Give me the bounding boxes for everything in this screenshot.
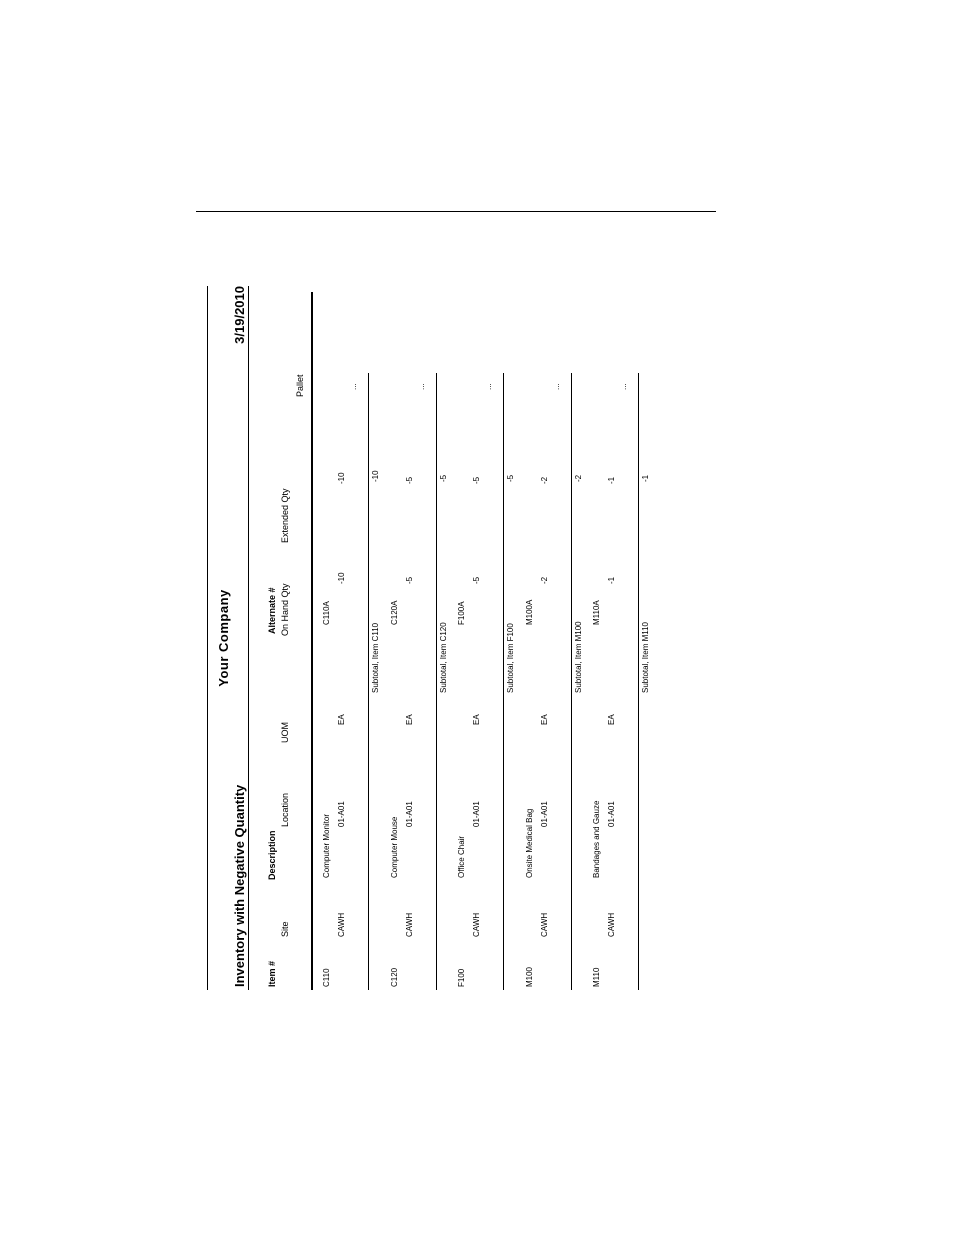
extended-value: -2: [539, 476, 549, 484]
header-bottom-rule: [248, 286, 249, 990]
col-item: Item #: [267, 960, 277, 987]
subtotal-rule: [436, 373, 437, 990]
location-value: 01-A01: [404, 801, 414, 827]
uom-value: EA: [607, 714, 616, 725]
alternate-number: C110A: [322, 601, 331, 625]
extended-value: -5: [404, 476, 414, 484]
subtotal-label: Subtotal, Item F100: [506, 623, 515, 693]
pallet-value: ...: [416, 383, 426, 390]
uom-value: EA: [404, 714, 414, 725]
subtotal-label: Subtotal, Item C120: [438, 622, 448, 693]
col-description: Description: [267, 830, 277, 880]
col-on-hand: On Hand Qty: [280, 583, 290, 636]
item-description: Onsite Medical Bag: [524, 808, 534, 878]
subtotal-label: Subtotal, Item M110: [641, 622, 650, 693]
extended-value: -10: [337, 472, 346, 484]
location-value: 01-A01: [337, 801, 346, 827]
alternate-number: M100A: [524, 599, 534, 625]
alternate-number: M110A: [592, 600, 601, 625]
col-site: Site: [280, 921, 290, 937]
subtotal-label: Subtotal, Item C110: [371, 622, 380, 693]
item-description: Computer Mouse: [389, 816, 399, 878]
uom-value: EA: [539, 714, 549, 725]
subtotal-rule: [571, 373, 572, 990]
on-hand-value: -2: [539, 576, 549, 584]
column-header-rule: [311, 292, 313, 990]
alternate-number: C120A: [389, 600, 399, 625]
item-number: F100: [457, 968, 466, 987]
subtotal-label: Subtotal, Item M100: [573, 621, 583, 693]
uom-value: EA: [472, 714, 481, 725]
report-date: 3/19/2010: [232, 286, 247, 344]
site-value: CAWH: [337, 912, 346, 937]
subtotal-value: -1: [641, 474, 650, 482]
page-top-rule: [196, 211, 716, 212]
col-alternate: Alternate #: [267, 587, 277, 634]
subtotal-value: -2: [573, 474, 583, 482]
subtotal-value: -5: [506, 474, 515, 482]
site-value: CAWH: [404, 912, 414, 937]
col-uom: UOM: [280, 722, 290, 743]
item-description: Office Chair: [457, 835, 466, 878]
extended-value: -1: [607, 476, 616, 484]
report-title: Inventory with Negative Quantity: [232, 784, 247, 987]
item-description: Computer Monitor: [322, 813, 331, 878]
alternate-number: F100A: [457, 601, 466, 625]
on-hand-value: -5: [472, 576, 481, 584]
col-pallet: Pallet: [295, 374, 305, 397]
pallet-value: ...: [619, 383, 628, 390]
site-value: CAWH: [539, 912, 549, 937]
extended-value: -5: [472, 476, 481, 484]
on-hand-value: -1: [607, 576, 616, 584]
on-hand-value: -5: [404, 576, 414, 584]
pallet-value: ...: [551, 383, 561, 390]
subtotal-rule: [503, 373, 504, 990]
pallet-value: ...: [484, 383, 493, 390]
header-rule: [207, 286, 208, 990]
item-number: M110: [592, 967, 601, 987]
item-description: Bandages and Gauze: [592, 800, 601, 878]
location-value: 01-A01: [472, 801, 481, 827]
uom-value: EA: [337, 714, 346, 725]
item-number: C120: [389, 967, 399, 987]
subtotal-rule: [638, 373, 639, 990]
location-value: 01-A01: [607, 801, 616, 827]
on-hand-value: -10: [337, 572, 346, 584]
item-number: C110: [322, 968, 331, 987]
company-name: Your Company: [216, 589, 231, 687]
subtotal-rule: [368, 373, 369, 990]
subtotal-value: -10: [371, 470, 380, 482]
pallet-value: ...: [349, 383, 358, 390]
col-location: Location: [280, 792, 290, 827]
site-value: CAWH: [607, 912, 616, 937]
location-value: 01-A01: [539, 801, 549, 827]
col-extended: Extended Qty: [280, 488, 290, 543]
subtotal-value: -5: [438, 474, 448, 482]
site-value: CAWH: [472, 912, 481, 937]
item-number: M100: [524, 966, 534, 987]
report-page: [207, 286, 657, 990]
